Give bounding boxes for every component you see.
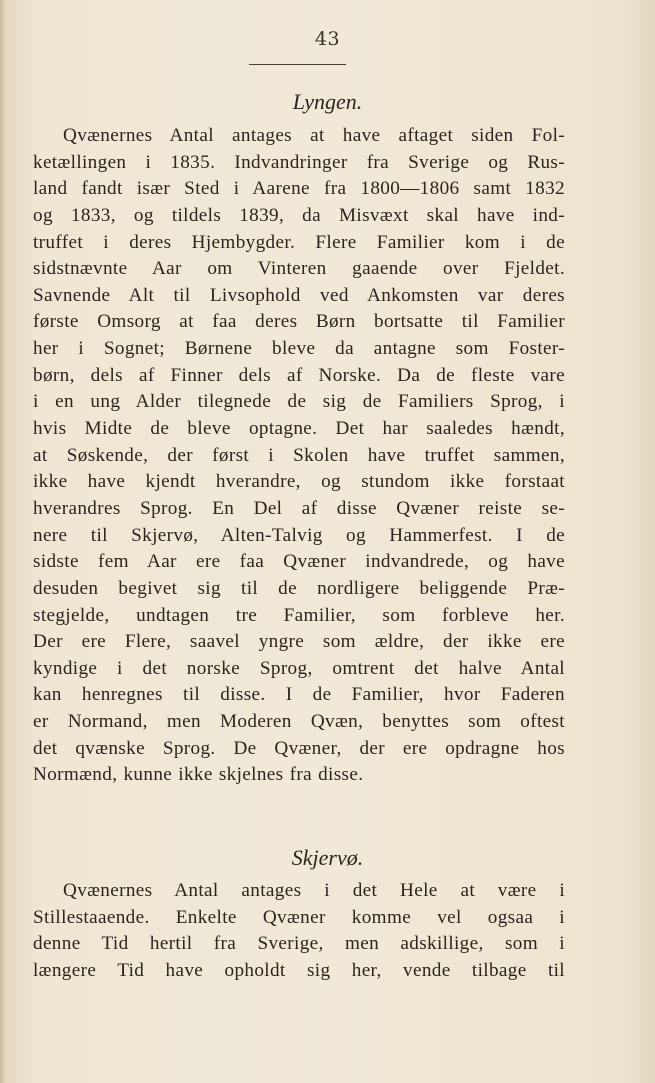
text-line: hverandres Sprog. En Del af disse Qvæner reiste se- bbox=[33, 497, 565, 519]
text-line: nere til Skjervø, Alten-Talvig og Hammerfest. I de bbox=[33, 524, 565, 546]
text-line: her i Sognet; Børnene bleve da antagne som Foster- bbox=[33, 338, 565, 360]
text-line: Normænd, kunne ikke skjelnes fra disse. bbox=[33, 764, 364, 786]
text-line: ikke have kjendt hverandre, og stundom ikke forstaat bbox=[33, 471, 565, 493]
text-line: Savnende Alt til Livsophold ved Ankomsten var deres bbox=[33, 284, 565, 306]
text-line: at Søskende, der først i Skolen have truffet sammen, bbox=[33, 444, 565, 466]
text-line: ketællingen i 1835. Indvandringer fra Sverige og Rus- bbox=[33, 151, 565, 173]
text-line: Qvænernes Antal antages i det Hele at være i bbox=[63, 880, 565, 901]
text-line: er Normand, men Moderen Qvæn, benyttes som oftest bbox=[33, 711, 565, 733]
text-line: denne Tid hertil fra Sverige, men adskillige, som i bbox=[33, 933, 565, 955]
section-title-lyngen: Lyngen. bbox=[292, 89, 363, 114]
text-line: kan henregnes til disse. I de Familier, hvor Faderen bbox=[33, 684, 565, 706]
text-line: første Omsorg at faa deres Børn bortsatte til Familier bbox=[33, 311, 565, 333]
text-line: børn, dels af Finner dels af Norske. Da de fleste vare bbox=[33, 364, 565, 386]
header-rule bbox=[249, 64, 346, 65]
page-edge-shadow bbox=[0, 0, 6, 1083]
text-line: Der ere Flere, saavel yngre som ældre, der ikke ere bbox=[33, 631, 565, 653]
text-line: desuden begivet sig til de nordligere beliggende Præ- bbox=[33, 577, 565, 599]
text-line: sidstnævnte Aar om Vinteren gaaende over Fjeldet. bbox=[33, 258, 565, 280]
text-line: Qvænernes Antal antages at have aftaget siden Fol- bbox=[63, 125, 565, 146]
text-line: længere Tid have opholdt sig her, vende tilbage til bbox=[33, 959, 565, 981]
section-body-skjervo bbox=[33, 878, 565, 985]
text-line: land fandt især Sted i Aarene fra 1800—1806 samt 1832 bbox=[33, 178, 565, 200]
text-line: hvis Midte de bleve optagne. Det har saaledes hændt, bbox=[33, 418, 565, 440]
text-line: og 1833, og tildels 1839, da Misvæxt skal have ind- bbox=[33, 204, 565, 226]
section-title-skjervo: Skjervø. bbox=[291, 845, 364, 870]
text-line: stegjelde, undtagen tre Familier, som forbleve her. bbox=[33, 604, 565, 626]
text-line: sidste fem Aar ere faa Qvæner indvandrede, og have bbox=[33, 551, 565, 573]
page-number: 43 bbox=[314, 28, 341, 50]
text-line: kyndige i det norske Sprog, omtrent det halve Antal bbox=[33, 657, 565, 679]
section-body-lyngen bbox=[33, 123, 565, 789]
text-line: Stillestaaende. Enkelte Qvæner komme vel ogsaa i bbox=[33, 906, 565, 928]
text-line: i en ung Alder tilegnede de sig de Familiers Sprog, i bbox=[33, 391, 565, 413]
text-line: det qvænske Sprog. De Qvæner, der ere opdragne hos bbox=[33, 737, 565, 759]
text-line: truffet i deres Hjembygder. Flere Familier kom i de bbox=[33, 231, 565, 253]
